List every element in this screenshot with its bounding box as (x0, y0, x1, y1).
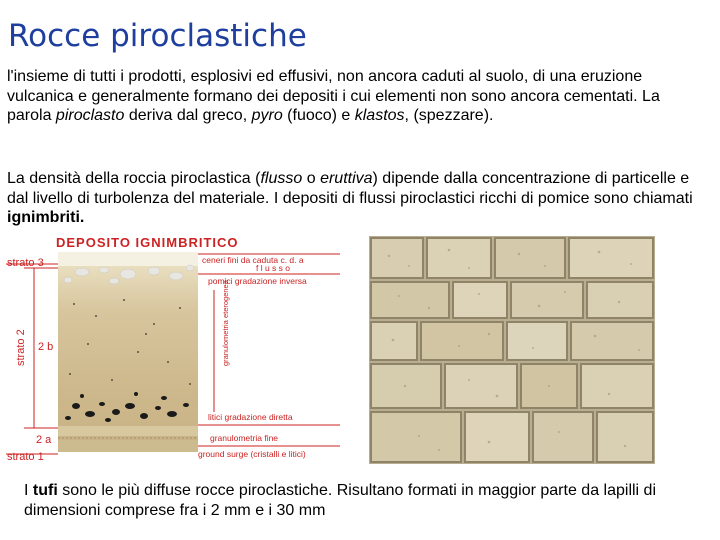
para3-bold-tufi: tufi (32, 482, 58, 499)
ash-layer (58, 252, 198, 266)
ground-surge-layer (58, 440, 198, 452)
para2-bold-ignimbriti: ignimbriti. (7, 209, 85, 226)
para1-text-1: l'insieme di tutti i prodotti, esplosivi ed effusivi, non ancora caduti al suolo, di una eruzione vulcanica e generalmente formano dei depositi i cui elementi non sono ancora cementati. La parola (7, 68, 660, 124)
label-litici: litici gradazione diretta (208, 412, 293, 422)
paragraph-definition (7, 67, 707, 126)
page-title: Rocce piroclastiche (8, 18, 307, 54)
ignimbrite-deposit-diagram (4, 234, 346, 462)
label-2b: 2 b (38, 341, 54, 353)
label-granulometria-fine: granulometria fine (210, 433, 279, 443)
base-fine-layer (58, 426, 198, 436)
para1-italic-pyro: pyro (251, 107, 283, 124)
para2-italic-eruttiva: eruttiva (320, 170, 373, 187)
para2-italic-flusso: flusso (260, 170, 303, 187)
label-strato-1: strato 1 (7, 451, 44, 462)
para1-text-3: (fuoco) e (282, 107, 355, 124)
paragraph-tufi (24, 481, 714, 521)
para1-text-2: deriva dal greco, (124, 107, 252, 124)
label-2a: 2 a (36, 434, 52, 446)
para1-italic-klastos: klastos (354, 107, 405, 124)
para2-text-3: ) dipende dalla concentrazione di particelle e dal livello di turbolenza del materiale. I depositi di flussi piroclastici ricchi di pomice sono chiamati (7, 170, 693, 207)
diagram-heading: DEPOSITO IGNIMBRITICO (56, 235, 239, 250)
tufa-blocks (371, 238, 653, 462)
para1-italic-piroclasto: piroclasto (55, 107, 125, 124)
paragraph-density (7, 169, 712, 228)
label-ceneri-line2: f l u s s o (256, 263, 291, 273)
label-pomici: pomici gradazione inversa (208, 276, 307, 286)
label-granulometria-eterogenea: granulometria eterogenea (221, 280, 230, 366)
para2-text-1: La densità della roccia piroclastica ( (7, 170, 261, 187)
para1-text-4: , (spezzare). (404, 107, 494, 124)
label-strato-3: strato 3 (7, 257, 44, 269)
para3-text-1: I (24, 482, 33, 499)
label-strato-2: strato 2 (15, 329, 27, 366)
tufa-wall-photo (369, 236, 655, 464)
para3-text-2: sono le più diffuse rocce piroclastiche. Risultano formati in maggior parte da lapilli di dimensioni comprese fra i 2 mm e i 30 mm (24, 482, 656, 519)
label-ground-surge: ground surge (cristalli e litici) (198, 449, 306, 459)
deposit-column (58, 252, 198, 452)
label-ceneri-line1: ceneri fini da caduta c. d. a (202, 255, 304, 265)
para2-text-2: o (302, 170, 321, 187)
